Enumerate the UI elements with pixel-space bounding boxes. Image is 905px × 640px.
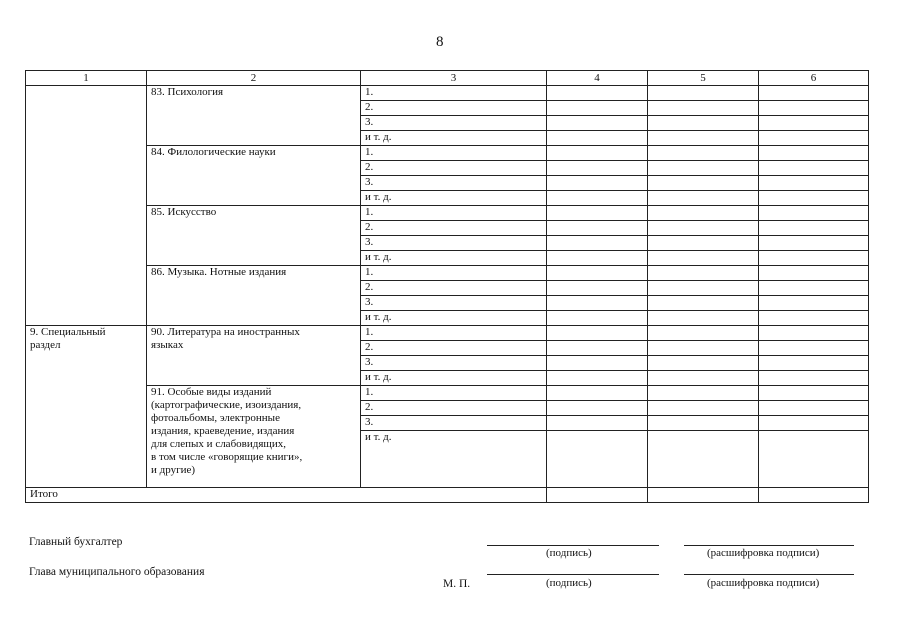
item-cell: и т. д.: [361, 311, 547, 326]
header-cell: 1: [26, 71, 147, 86]
value-cell: [648, 431, 759, 488]
item-cell: 3.: [361, 296, 547, 311]
item-cell: 1.: [361, 386, 547, 401]
value-cell: [759, 161, 869, 176]
value-cell: [547, 281, 648, 296]
value-cell: [547, 356, 648, 371]
value-cell: [759, 146, 869, 161]
value-cell: [759, 488, 869, 503]
page-number: 8: [436, 34, 444, 50]
table-row: [26, 266, 869, 281]
category-cell: 91. Особые виды изданий (картографические, изоиздания, фотоальбомы, электронные издания, краеведение, издания для слепых и слабовидящих, в том числе «говорящие книги», и другие): [147, 386, 361, 488]
value-cell: [759, 191, 869, 206]
value-cell: [759, 356, 869, 371]
accountant-signature-caption: (подпись): [546, 547, 592, 559]
value-cell: [648, 356, 759, 371]
value-cell: [547, 206, 648, 221]
item-cell: и т. д.: [361, 191, 547, 206]
header-cell: 4: [547, 71, 648, 86]
value-cell: [547, 431, 648, 488]
value-cell: [759, 401, 869, 416]
head-signature-line: [487, 574, 659, 575]
value-cell: [547, 488, 648, 503]
value-cell: [759, 236, 869, 251]
item-cell: 1.: [361, 266, 547, 281]
value-cell: [547, 86, 648, 101]
item-cell: 3.: [361, 416, 547, 431]
item-cell: 2.: [361, 101, 547, 116]
value-cell: [648, 236, 759, 251]
value-cell: [547, 116, 648, 131]
value-cell: [547, 236, 648, 251]
value-cell: [759, 311, 869, 326]
value-cell: [759, 281, 869, 296]
value-cell: [648, 401, 759, 416]
value-cell: [547, 191, 648, 206]
value-cell: [547, 341, 648, 356]
item-cell: 2.: [361, 401, 547, 416]
item-cell: 2.: [361, 221, 547, 236]
table-row: [26, 146, 869, 161]
item-cell: 1.: [361, 86, 547, 101]
header-cell: 6: [759, 71, 869, 86]
value-cell: [648, 266, 759, 281]
value-cell: [547, 371, 648, 386]
value-cell: [648, 146, 759, 161]
header-row: [26, 71, 869, 86]
value-cell: [759, 326, 869, 341]
section-cell: 9. Специальный раздел: [26, 326, 147, 488]
value-cell: [547, 386, 648, 401]
item-cell: 3.: [361, 236, 547, 251]
value-cell: [648, 131, 759, 146]
value-cell: [759, 116, 869, 131]
item-cell: 3.: [361, 116, 547, 131]
value-cell: [759, 86, 869, 101]
table-row: [26, 206, 869, 221]
value-cell: [759, 251, 869, 266]
value-cell: [759, 266, 869, 281]
value-cell: [759, 176, 869, 191]
value-cell: [648, 281, 759, 296]
value-cell: [547, 326, 648, 341]
value-cell: [759, 131, 869, 146]
item-cell: 2.: [361, 341, 547, 356]
head-decoding-caption: (расшифровка подписи): [707, 577, 820, 589]
value-cell: [547, 146, 648, 161]
value-cell: [648, 311, 759, 326]
value-cell: [547, 161, 648, 176]
value-cell: [547, 101, 648, 116]
header-cell: 3: [361, 71, 547, 86]
accountant-decoding-line: [684, 545, 854, 546]
head-decoding-line: [684, 574, 854, 575]
value-cell: [759, 431, 869, 488]
item-cell: и т. д.: [361, 251, 547, 266]
head-signature-caption: (подпись): [546, 577, 592, 589]
head-label: Глава муниципального образования: [29, 566, 205, 578]
value-cell: [648, 221, 759, 236]
stamp-label: М. П.: [443, 578, 471, 590]
value-cell: [648, 86, 759, 101]
value-cell: [547, 221, 648, 236]
item-cell: и т. д.: [361, 431, 547, 488]
value-cell: [648, 116, 759, 131]
category-cell: 83. Психология: [147, 86, 361, 146]
value-cell: [759, 371, 869, 386]
item-cell: и т. д.: [361, 371, 547, 386]
value-cell: [648, 341, 759, 356]
value-cell: [547, 266, 648, 281]
value-cell: [648, 326, 759, 341]
value-cell: [759, 386, 869, 401]
value-cell: [648, 101, 759, 116]
value-cell: [759, 341, 869, 356]
item-cell: 3.: [361, 176, 547, 191]
header-cell: 2: [147, 71, 361, 86]
item-cell: 1.: [361, 206, 547, 221]
table-row: [26, 386, 869, 401]
value-cell: [648, 191, 759, 206]
value-cell: [547, 296, 648, 311]
value-cell: [759, 206, 869, 221]
value-cell: [648, 161, 759, 176]
value-cell: [648, 296, 759, 311]
value-cell: [648, 206, 759, 221]
category-cell: 84. Филологические науки: [147, 146, 361, 206]
item-cell: и т. д.: [361, 131, 547, 146]
value-cell: [648, 416, 759, 431]
value-cell: [759, 221, 869, 236]
item-cell: 3.: [361, 356, 547, 371]
item-cell: 2.: [361, 161, 547, 176]
value-cell: [547, 401, 648, 416]
header-cell: 5: [648, 71, 759, 86]
item-cell: 1.: [361, 146, 547, 161]
value-cell: [547, 131, 648, 146]
item-cell: 2.: [361, 281, 547, 296]
item-cell: 1.: [361, 326, 547, 341]
total-row: [26, 488, 869, 503]
value-cell: [648, 386, 759, 401]
accountant-signature-line: [487, 545, 659, 546]
value-cell: [648, 371, 759, 386]
section-cell: [26, 86, 147, 326]
report-table: [25, 70, 869, 503]
value-cell: [547, 251, 648, 266]
value-cell: [648, 488, 759, 503]
category-cell: 86. Музыка. Нотные издания: [147, 266, 361, 326]
value-cell: [759, 296, 869, 311]
value-cell: [547, 311, 648, 326]
category-cell: 85. Искусство: [147, 206, 361, 266]
total-label: Итого: [26, 488, 547, 503]
value-cell: [759, 101, 869, 116]
value-cell: [547, 176, 648, 191]
table-row: [26, 326, 869, 341]
value-cell: [648, 176, 759, 191]
value-cell: [648, 251, 759, 266]
value-cell: [759, 416, 869, 431]
accountant-decoding-caption: (расшифровка подписи): [707, 547, 820, 559]
table-row: [26, 86, 869, 101]
value-cell: [547, 416, 648, 431]
chief-accountant-label: Главный бухгалтер: [29, 536, 123, 548]
category-cell: 90. Литература на иностранных языках: [147, 326, 361, 386]
